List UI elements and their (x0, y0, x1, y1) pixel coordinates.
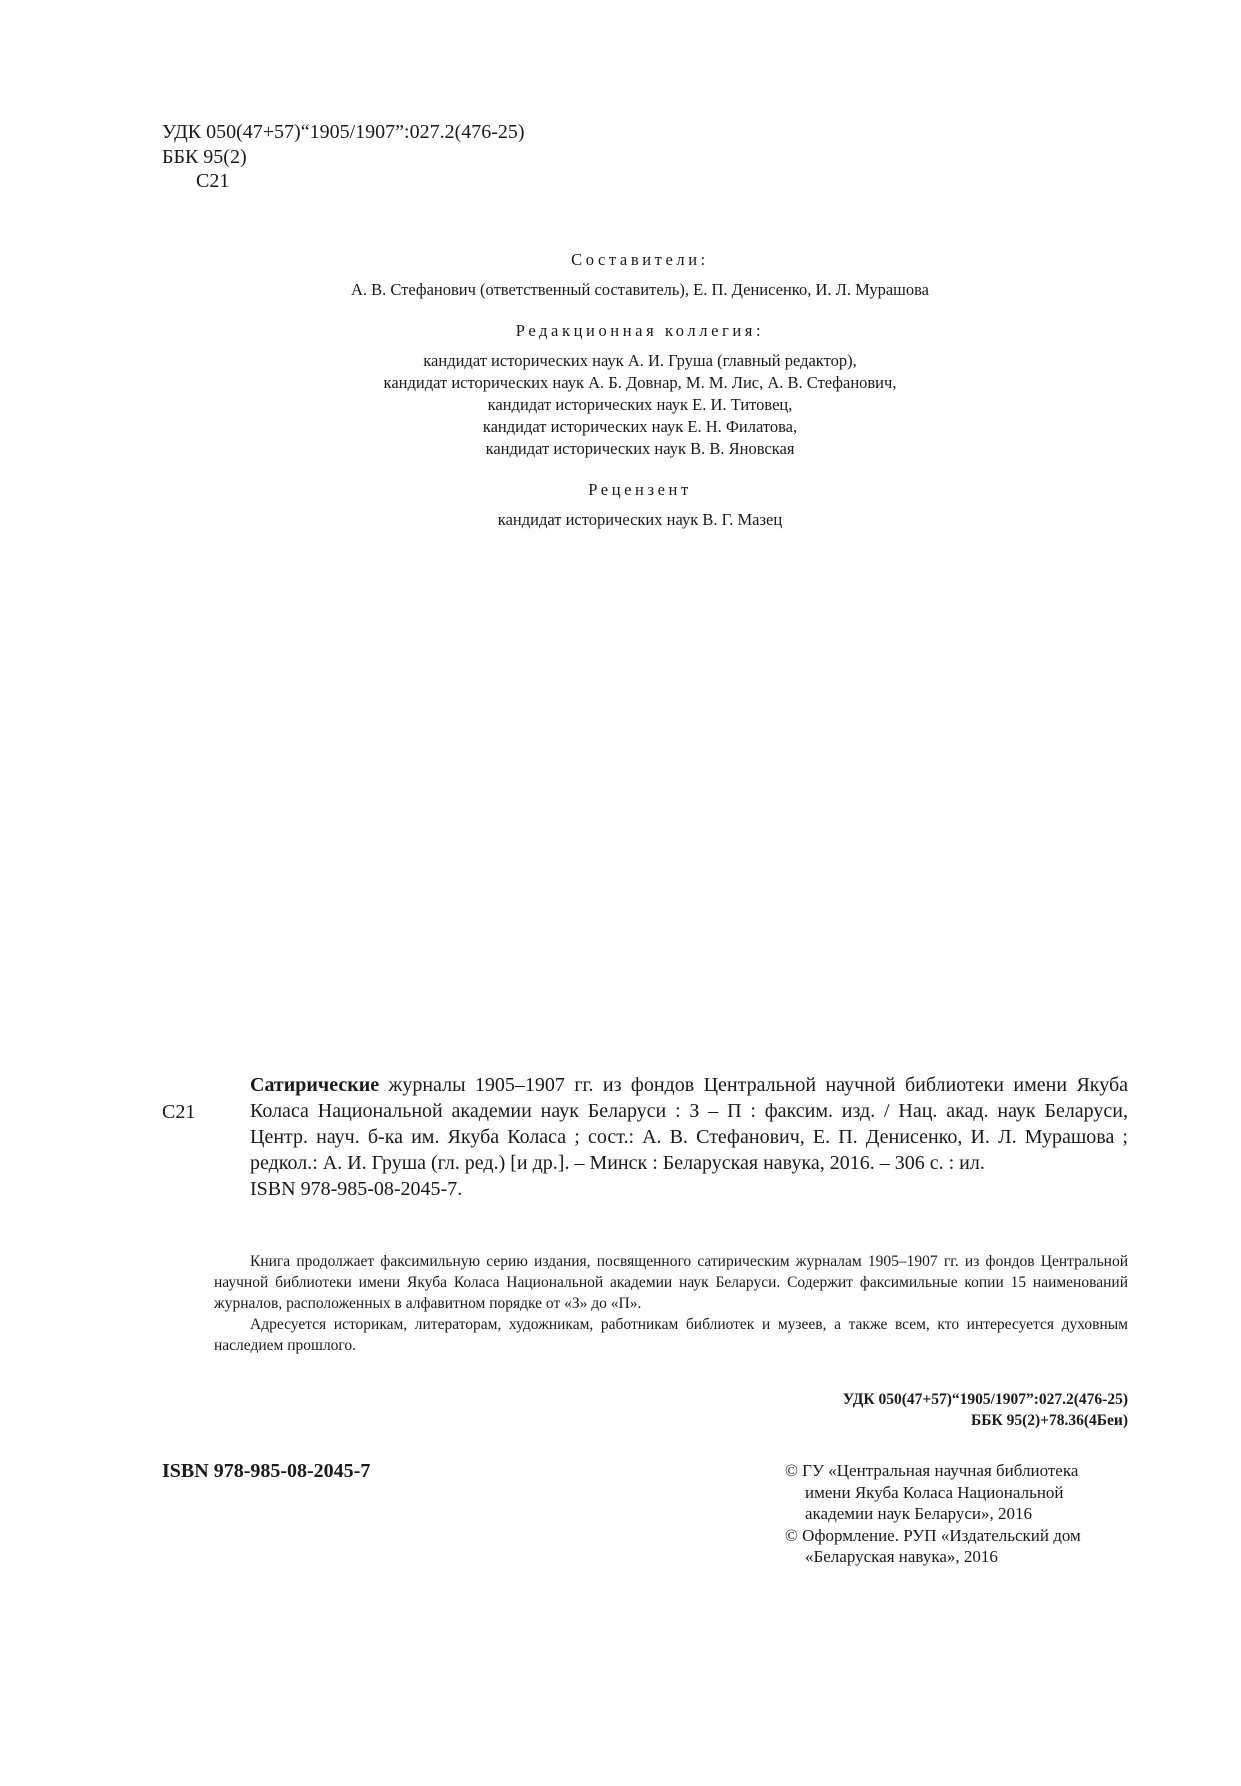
editorial-board-line: кандидат исторических наук А. Б. Довнар, М. М. Лис, А. В. Стефанович, (383, 373, 897, 392)
editorial-board-line: кандидат исторических наук Е. И. Титовец, (487, 395, 793, 414)
compilers-line: А. В. Стефанович (ответственный составитель), Е. П. Денисенко, И. Л. Мурашова (350, 280, 930, 299)
credits-section (0, 250, 1241, 551)
compilers-title: Составители: (571, 250, 709, 269)
reviewer-title: Рецензент (588, 480, 692, 499)
annotation-paragraph: Книга продолжает факсимильную серию издания, посвященного сатирическим журналам 1905–1907 гг. из фондов Центральной научной библиотеки имени Якуба Коласа Национальной академии наук Беларуси. Содержит факсимильные копии 15 наименований журналов, расположенных в алфавитном порядке от «З» до «П». (214, 1253, 1128, 1312)
copyright-line: академии наук Беларуси», 2016 (805, 1504, 1033, 1523)
bibliographic-record (250, 1072, 1128, 1202)
author-mark: С21 (196, 170, 230, 192)
isbn-bold: ISBN 978-985-08-2045-7 (162, 1460, 371, 1482)
copyright-line: © Оформление. РУП «Издательский дом (785, 1525, 1081, 1545)
bbk-code-bold: ББК 95(2)+78.36(4Беи) (970, 1412, 1128, 1429)
copyright-block (785, 1460, 1081, 1568)
reviewer-line: кандидат исторических наук В. Г. Мазец (497, 510, 783, 529)
editorial-board-line: кандидат исторических наук В. В. Яновская (485, 439, 795, 458)
copyright-line: имени Якуба Коласа Национальной (805, 1482, 1064, 1502)
copyright-line: «Беларуская навука», 2016 (805, 1547, 998, 1566)
editorial-board-block (0, 321, 1241, 460)
compilers-block (0, 250, 1241, 301)
reviewer-block (0, 480, 1241, 531)
annotation (214, 1251, 1128, 1356)
classification-codes (843, 1389, 1128, 1431)
bbk-code: ББК 95(2) (162, 145, 247, 168)
editorial-board-line: кандидат исторических наук А. И. Груша (главный редактор), (423, 351, 857, 370)
copyright-line: © ГУ «Центральная научная библиотека (785, 1461, 1079, 1480)
udk-code-bold: УДК 050(47+57)“1905/1907”:027.2(476-25) (842, 1391, 1128, 1408)
bibliographic-description (250, 1072, 1128, 1176)
header-codes (162, 120, 525, 194)
annotation-paragraph: Адресуется историкам, литераторам, художникам, работникам библиотек и музеев, а также всем, кто интересуется духовным наследием прошлого. (214, 1316, 1128, 1354)
editorial-board-title: Редакционная коллегия: (515, 321, 765, 340)
description-text: журналы 1905–1907 гг. из фондов Центральной научной библиотеки имени Якуба Коласа Национальной академии наук Беларуси : З – П : факсим. изд. / Нац. акад. наук Беларуси, Центр. науч. б-ка им. Якуба Коласа ; сост.: А. В. Стефанович, Е. П. Денисенко, И. Л. Мурашова ; редкол.: А. И. Груша (гл. ред.) [и др.]. – Минск : Беларуская навука, 2016. – 306 с. : ил. (250, 1074, 1128, 1174)
bibliographic-mark: С21 (162, 1101, 196, 1123)
editorial-board-line: кандидат исторических наук Е. Н. Филатова, (482, 417, 798, 436)
title-bold: Сатирические (250, 1074, 380, 1096)
bibliographic-isbn: ISBN 978-985-08-2045-7. (250, 1178, 463, 1200)
udk-code: УДК 050(47+57)“1905/1907”:027.2(476-25) (162, 121, 525, 143)
